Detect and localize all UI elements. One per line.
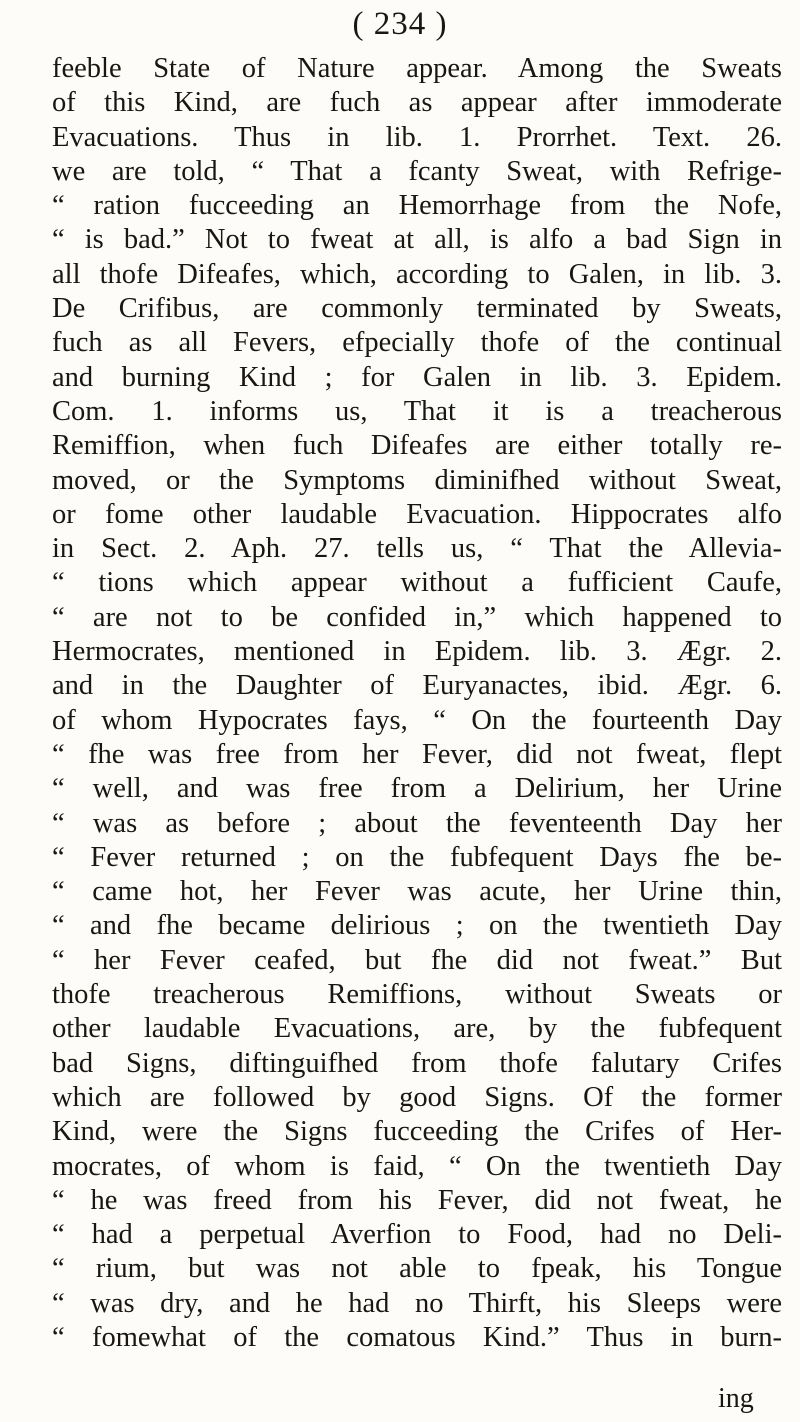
text-line: “ was dry, and he had no Thirft, his Sleeps were xyxy=(52,1287,782,1319)
text-line: “ ration fucceeding an Hemorrhage from the Nofe, xyxy=(52,190,782,222)
text-line: “ her Fever ceafed, but fhe did not fweat.” But xyxy=(52,944,782,976)
text-line: thofe treacherous Remiffions, without Sweats or xyxy=(52,979,782,1011)
text-line: “ came hot, her Fever was acute, her Urine thin, xyxy=(52,876,782,908)
text-line: Remiffion, when fuch Difeafes are either totally re- xyxy=(52,430,782,462)
text-line: bad Signs, diftinguifhed from thofe falutary Crifes xyxy=(52,1047,782,1079)
text-line: and burning Kind ; for Galen in lib. 3. Epidem. xyxy=(52,361,782,393)
text-line: Evacuations. Thus in lib. 1. Prorrhet. Text. 26. xyxy=(52,121,782,153)
text-line: “ he was freed from his Fever, did not fweat, he xyxy=(52,1184,782,1216)
text-line: we are told, “ That a fcanty Sweat, with Refrige- xyxy=(52,155,782,187)
page-number: ( 234 ) xyxy=(352,6,448,42)
text-line: Com. 1. informs us, That it is a treacherous xyxy=(52,395,782,427)
text-line: “ tions which appear without a fufficient Caufe, xyxy=(52,567,782,599)
text-line: “ fomewhat of the comatous Kind.” Thus in burn- xyxy=(52,1321,782,1353)
text-line: mocrates, of whom is faid, “ On the twentieth Day xyxy=(52,1150,782,1182)
text-line: in Sect. 2. Aph. 27. tells us, “ That the Allevia- xyxy=(52,533,782,565)
text-line: other laudable Evacuations, are, by the fubfequent xyxy=(52,1013,782,1045)
text-line: of whom Hypocrates fays, “ On the fourteenth Day xyxy=(52,704,782,736)
text-line: “ fhe was free from her Fever, did not fweat, flept xyxy=(52,738,782,770)
text-line: fuch as all Fevers, efpecially thofe of the continual xyxy=(52,327,782,359)
text-line: “ Fever returned ; on the fubfequent Days fhe be- xyxy=(52,841,782,873)
text-line: De Crifibus, are commonly terminated by Sweats, xyxy=(52,293,782,325)
text-line: Hermocrates, mentioned in Epidem. lib. 3. Ægr. 2. xyxy=(52,636,782,668)
text-line: “ and fhe became delirious ; on the twentieth Day xyxy=(52,910,782,942)
text-line: Kind, were the Signs fucceeding the Crifes of Her- xyxy=(52,1116,782,1148)
text-line: all thofe Difeafes, which, according to Galen, in lib. 3. xyxy=(52,258,782,290)
text-line: “ was as before ; about the feventeenth Day her xyxy=(52,807,782,839)
text-line: or fome other laudable Evacuation. Hippocrates alfo xyxy=(52,498,782,530)
text-line: “ had a perpetual Averfion to Food, had no Deli- xyxy=(52,1219,782,1251)
body-text xyxy=(52,52,782,1355)
text-line: which are followed by good Signs. Of the former xyxy=(52,1081,782,1113)
text-line: moved, or the Symptoms diminifhed without Sweat, xyxy=(52,464,782,496)
text-line: “ is bad.” Not to fweat at all, is alfo a bad Sign in xyxy=(52,224,782,256)
text-line: “ are not to be confided in,” which happened to xyxy=(52,601,782,633)
text-line: and in the Daughter of Euryanactes, ibid. Ægr. 6. xyxy=(52,670,782,702)
text-line: “ rium, but was not able to fpeak, his Tongue xyxy=(52,1253,782,1285)
text-line: feeble State of Nature appear. Among the Sweats xyxy=(52,53,782,84)
catchword: ing xyxy=(718,1383,754,1414)
text-line: “ well, and was free from a Delirium, her Urine xyxy=(52,773,782,805)
text-line: of this Kind, are fuch as appear after immoderate xyxy=(52,87,782,119)
